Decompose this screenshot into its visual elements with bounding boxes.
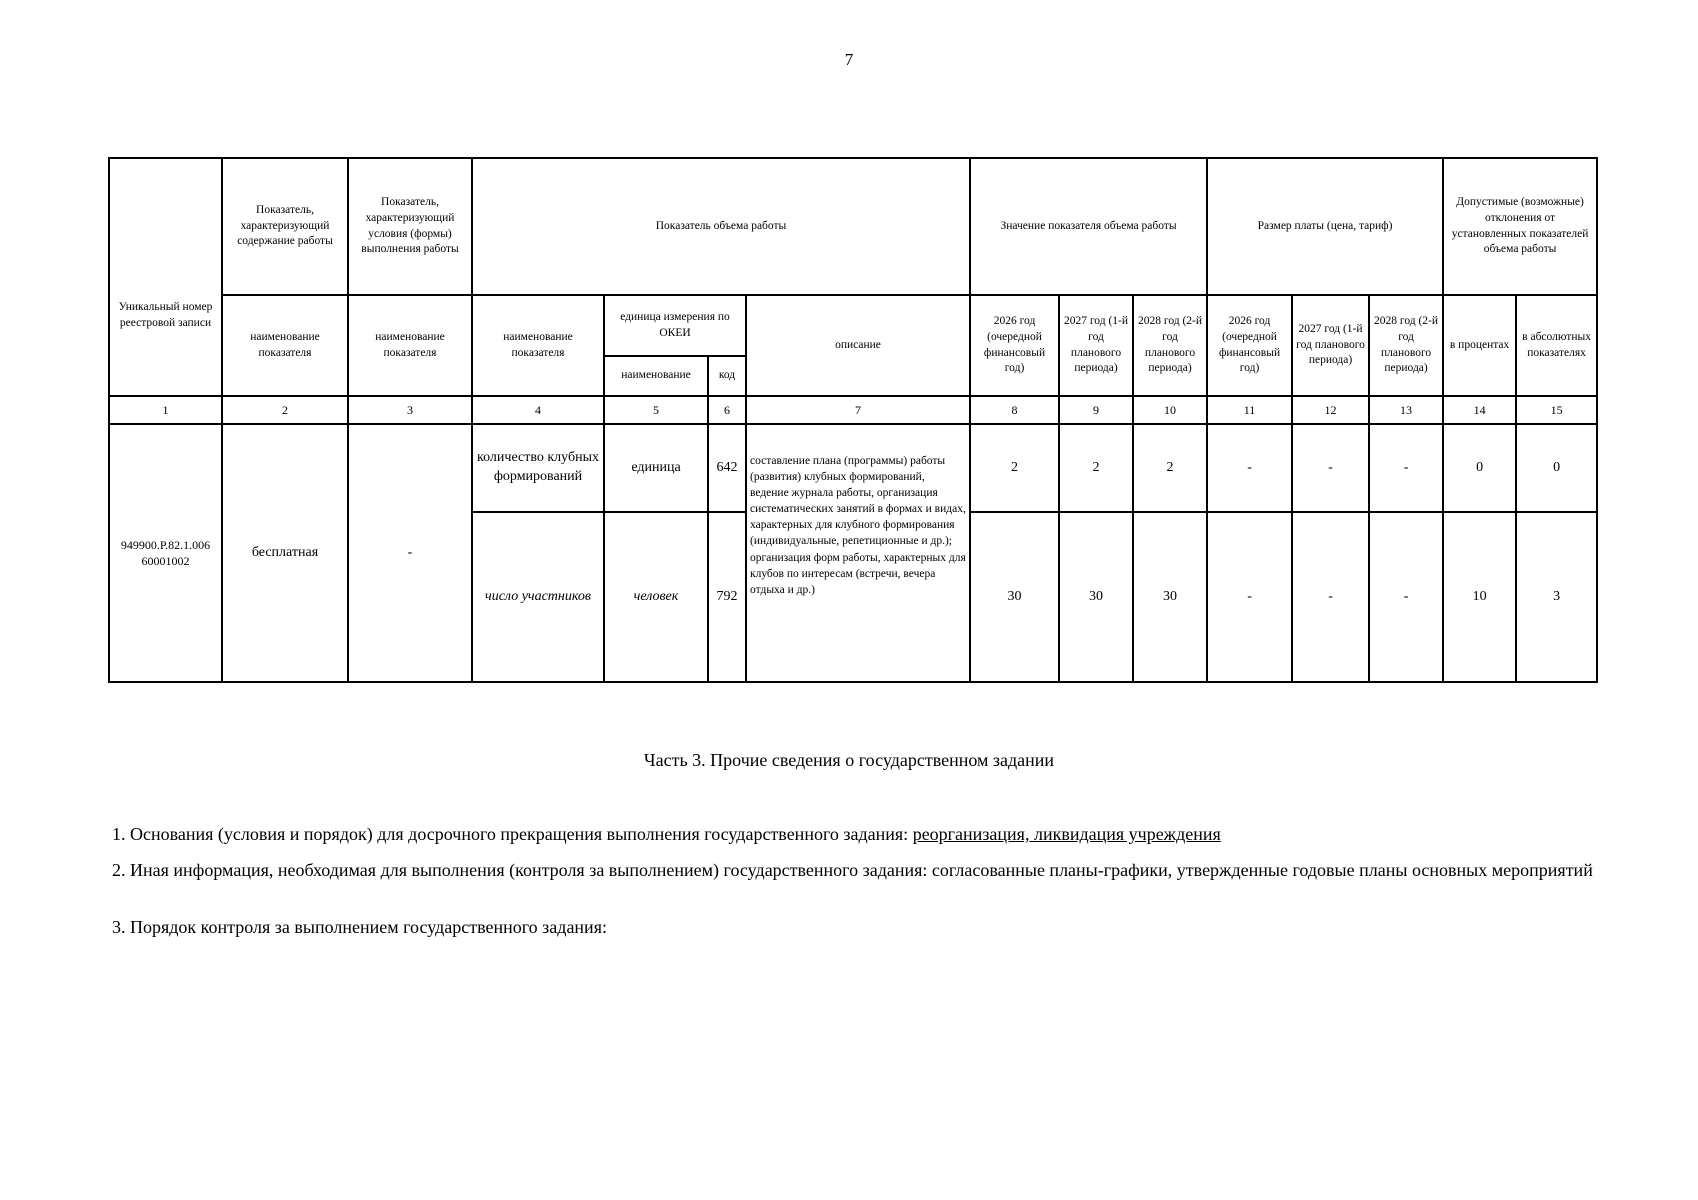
column-number: 9 [1059, 396, 1133, 424]
header-name-volume: наименование показателя [472, 295, 604, 396]
table-row [109, 424, 1597, 512]
column-number: 8 [970, 396, 1059, 424]
record-conditions: - [348, 424, 472, 682]
row-code: 792 [708, 512, 746, 682]
header-volume-value: Значение показателя объема работы [970, 158, 1207, 295]
header-name-conditions: наименование показателя [348, 295, 472, 396]
header-indicator-conditions: Показатель, характеризующий условия (формы) выполнения работы [348, 158, 472, 295]
item-1-text: 1. Основания (условия и порядок) для досрочного прекращения выполнения государственного задания: [112, 824, 913, 844]
row-fee-2028: - [1369, 512, 1443, 682]
row-deviation-percent: 0 [1443, 424, 1516, 512]
row-unit: единица [604, 424, 708, 512]
row-fee-2026: - [1207, 512, 1292, 682]
header-volume-2028: 2028 год (2-й год планового периода) [1133, 295, 1207, 396]
column-number: 1 [109, 396, 222, 424]
header-fee: Размер платы (цена, тариф) [1207, 158, 1443, 295]
row-volume-2028: 2 [1133, 424, 1207, 512]
column-number: 6 [708, 396, 746, 424]
page-number: 7 [844, 50, 854, 69]
header-volume-2027: 2027 год (1-й год планового периода) [1059, 295, 1133, 396]
state-task-volume-table [108, 157, 1598, 683]
row-volume-2027: 2 [1059, 424, 1133, 512]
column-number: 13 [1369, 396, 1443, 424]
item-2: 2. Иная информация, необходимая для выполнения (контроля за выполнением) государственного задания: согласованные планы-графики, утвержденные годовые планы основных мероприятий [112, 860, 1593, 880]
row-deviation-absolute: 3 [1516, 512, 1597, 682]
row-volume-2026: 30 [970, 512, 1059, 682]
column-number: 4 [472, 396, 604, 424]
row-fee-2028: - [1369, 424, 1443, 512]
row-unit: человек [604, 512, 708, 682]
row-fee-2027: - [1292, 512, 1369, 682]
column-numbers-row [109, 396, 1597, 424]
record-description: составление плана (программы) работы (развития) клубных формирований, ведение журнала работы, организация систематических занятий в формах и видах, характерных для клубного формирования (индивидуальные, репетиционные и др.); организация форм работы, характерных для клубов по интересам (встречи, вечера отдыха и др.) [746, 424, 970, 682]
item-3: 3. Порядок контроля за выполнением государственного задания: [112, 917, 607, 937]
column-number: 2 [222, 396, 348, 424]
column-number: 5 [604, 396, 708, 424]
header-indicator-content: Показатель, характеризующий содержание работы [222, 158, 348, 295]
item-1-underlined-value: реорганизация, ликвидация учреждения [912, 824, 1221, 844]
header-description: описание [746, 295, 970, 396]
row-fee-2027: - [1292, 424, 1369, 512]
record-unique-number: 949900.Р.82.1.006 60001002 [109, 424, 222, 682]
column-number: 11 [1207, 396, 1292, 424]
header-fee-2026: 2026 год (очередной финансовый год) [1207, 295, 1292, 396]
part-title: Часть 3. Прочие сведения о государственном задании [643, 750, 1055, 770]
row-volume-2028: 30 [1133, 512, 1207, 682]
record-content: бесплатная [222, 424, 348, 682]
item-1 [112, 822, 1612, 846]
column-number: 14 [1443, 396, 1516, 424]
row-volume-2026: 2 [970, 424, 1059, 512]
header-name-content: наименование показателя [222, 295, 348, 396]
column-number: 15 [1516, 396, 1597, 424]
header-volume-2026: 2026 год (очередной финансовый год) [970, 295, 1059, 396]
row-deviation-absolute: 0 [1516, 424, 1597, 512]
row-indicator: количество клубных формирований [472, 424, 604, 512]
column-number: 12 [1292, 396, 1369, 424]
row-fee-2026: - [1207, 424, 1292, 512]
column-number: 7 [746, 396, 970, 424]
header-unit-okei: единица измерения по ОКЕИ [604, 295, 746, 356]
header-in-absolute: в абсолютных показателях [1516, 295, 1597, 396]
row-indicator: число участников [472, 512, 604, 682]
column-number: 10 [1133, 396, 1207, 424]
header-fee-2028: 2028 год (2-й год планового периода) [1369, 295, 1443, 396]
header-unit-code: код [708, 356, 746, 396]
header-unique-number: Уникальный номер реестровой записи [109, 158, 222, 396]
column-number: 3 [348, 396, 472, 424]
header-in-percent: в процентах [1443, 295, 1516, 396]
header-unit-name: наименование [604, 356, 708, 396]
row-deviation-percent: 10 [1443, 512, 1516, 682]
header-deviations: Допустимые (возможные) отклонения от установленных показателей объема работы [1443, 158, 1597, 295]
row-volume-2027: 30 [1059, 512, 1133, 682]
header-volume-indicator: Показатель объема работы [472, 158, 970, 295]
header-fee-2027: 2027 год (1-й год планового периода) [1292, 295, 1369, 396]
row-code: 642 [708, 424, 746, 512]
